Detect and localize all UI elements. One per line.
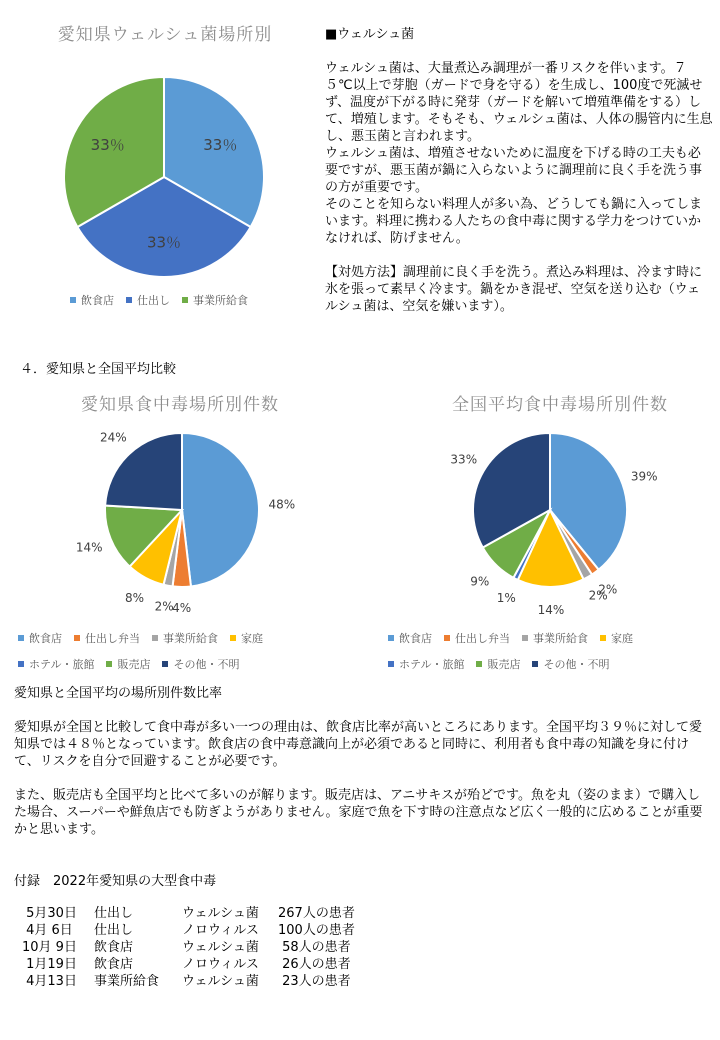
appendix-cause: ノロウィルス (182, 923, 259, 938)
appendix-date: 4月 6日 (22, 923, 73, 938)
national-legend-item (532, 656, 609, 672)
national-chart-title: 全国平均食中毒場所別件数 (452, 395, 668, 415)
appendix-cause: ウェルシュ菌 (182, 940, 259, 955)
appendix-place: 飲食店 (94, 957, 134, 972)
aichi-legend-swatch (18, 661, 24, 667)
appendix-row (22, 956, 378, 973)
appendix-patients: 26人の患者 (278, 957, 351, 972)
aichi-legend-swatch (106, 661, 112, 667)
national-legend-label: 事業所給食 (533, 632, 588, 645)
appendix-date: 10月 9日 (22, 940, 77, 955)
national-legend-swatch (388, 635, 394, 641)
welch-legend-swatch (126, 297, 132, 303)
welch-legend-label: 仕出し (137, 294, 170, 307)
aichi-slice-6 (105, 433, 182, 510)
aichi-legend-item (152, 630, 218, 646)
aichi-pie-chart (10, 415, 350, 625)
welch-legend (70, 292, 320, 308)
appendix-row (22, 973, 378, 990)
aichi-legend-item (74, 630, 140, 646)
appendix-cause: ノロウィルス (182, 957, 259, 972)
appendix-cause: ウェルシュ菌 (182, 974, 259, 989)
welch-data-label: 33％ (146, 233, 182, 252)
aichi-legend-item (18, 656, 94, 672)
welch-data-label: 33％ (203, 135, 238, 154)
appendix-place: 仕出し (94, 906, 134, 921)
aichi-legend-swatch (152, 635, 158, 641)
national-data-label: 2% (598, 582, 618, 597)
national-data-label: 33% (450, 452, 478, 467)
national-legend-label: 販売店 (487, 658, 521, 671)
appendix-patients: 58人の患者 (278, 940, 351, 955)
national-legend-swatch (444, 635, 450, 641)
national-legend-item (476, 656, 520, 672)
aichi-legend-item (106, 656, 150, 672)
appendix-heading: 付録 2022年愛知県の大型食中毒 (14, 874, 217, 889)
welch-legend-swatch (182, 297, 188, 303)
appendix-place: 事業所給食 (94, 974, 160, 989)
welch-paragraph-3: そのことを知らない料理人が多い為、どうしても鍋に入ってしまいます。料理に携わる人たちの食中毒に関する学力をつけていかなければ、防げません。 (325, 197, 703, 246)
appendix-patients: 100人の患者 (278, 923, 355, 938)
national-legend-swatch (532, 661, 538, 667)
welch-legend-item (126, 292, 170, 308)
appendix-patients: 267人の患者 (278, 906, 355, 921)
aichi-legend-swatch (74, 635, 80, 641)
national-legend-swatch (476, 661, 482, 667)
appendix-date: 1月19日 (22, 957, 77, 972)
appendix-date: 4月13日 (22, 974, 77, 989)
aichi-legend-item (18, 630, 62, 646)
national-legend-item (444, 630, 510, 646)
section-4-heading: ４．愛知県と全国平均比較 (20, 362, 177, 377)
appendix-patients: 23人の患者 (278, 974, 351, 989)
national-legend-label: その他・不明 (543, 658, 610, 671)
national-legend-item (600, 630, 633, 646)
welch-chart-title: 愛知県ウェルシュ菌場所別 (57, 25, 273, 45)
national-legend-label: 飲食店 (399, 632, 432, 645)
welch-text-block (325, 26, 713, 315)
aichi-legend-label: その他・不明 (173, 658, 240, 671)
aichi-legend-label: 事業所給食 (163, 632, 218, 645)
national-legend-swatch (600, 635, 606, 641)
aichi-legend-label: ホテル・旅館 (29, 658, 95, 671)
appendix-row (22, 922, 378, 939)
welch-data-label: 33％ (90, 135, 125, 154)
aichi-legend-swatch (230, 635, 236, 641)
aichi-data-label: 2% (154, 599, 174, 614)
national-legend-label: 仕出し弁当 (455, 632, 510, 645)
aichi-data-label: 24% (100, 430, 127, 445)
aichi-legend (18, 630, 358, 672)
national-legend-swatch (522, 635, 528, 641)
appendix-table (22, 905, 378, 990)
welch-legend-label: 事業所給食 (193, 294, 248, 307)
aichi-legend-label: 仕出し弁当 (85, 632, 140, 645)
welch-countermeasure: 【対処方法】調理前に良く手を洗う。煮込み料理は、冷ます時に氷を張って素早く冷ます。鍋をかき混ぜ、空気を送り込む（ウェルシュ菌は、空気を嫌います）。 (325, 265, 703, 314)
national-legend-label: ホテル・旅館 (399, 658, 465, 671)
comparison-paragraph-2: また、販売店も全国平均と比べて多いのが解ります。販売店は、アニサキスが殆どです。魚を丸（姿のまま）で購入した場合、スーパーや鮮魚店でも防ぎようがありません。家庭で魚を下す時の注意点など広く一般的に広めることが重要かと思います。 (14, 788, 703, 837)
comparison-paragraph-1: 愛知県が全国と比較して食中毒が多い一つの理由は、飲食店比率が高いところにあります。全国平均３９％に対して愛知県では４８％となっています。飲食店の食中毒意識向上が必須であると同時に、利用者も食中毒の知識を身に付けて、リスクを自分で回避することが必要です。 (14, 720, 702, 769)
aichi-legend-swatch (162, 661, 168, 667)
national-pie-chart (380, 415, 720, 625)
welch-legend-swatch (70, 297, 76, 303)
aichi-legend-swatch (18, 635, 24, 641)
appendix-place: 仕出し (94, 923, 134, 938)
aichi-slice-0 (182, 433, 259, 586)
appendix-date: 5月30日 (22, 906, 77, 921)
national-data-label: 2% (588, 588, 608, 603)
welch-legend-item (70, 292, 114, 308)
national-data-label: 1% (496, 590, 516, 605)
national-legend-swatch (388, 661, 394, 667)
aichi-legend-item (162, 656, 239, 672)
aichi-legend-item (230, 630, 263, 646)
aichi-legend-label: 販売店 (117, 658, 151, 671)
aichi-data-label: 48% (268, 497, 296, 512)
comparison-heading: 愛知県と全国平均の場所別件数比率 (14, 686, 223, 701)
aichi-data-label: 8% (124, 591, 145, 606)
welch-heading: ■ウェルシュ菌 (325, 27, 415, 42)
welch-paragraph-2: ウェルシュ菌は、増殖させないために温度を下げる時の工夫も必要ですが、悪玉菌が鍋に入らないように調理前に良く手を洗う事の方が重要です。 (325, 146, 703, 195)
welch-legend-item (182, 292, 248, 308)
comparison-block (14, 685, 708, 838)
national-data-label: 39% (630, 469, 658, 484)
aichi-legend-label: 飲食店 (29, 632, 62, 645)
welch-pie-chart (50, 70, 280, 290)
welch-paragraph-1: ウェルシュ菌は、大量煮込み調理が一番リスクを伴います。７５℃以上で芽胞（ガードで身を守る）を生成し、100度で死滅せず、温度が下がる時に発芽（ガードを解いて増殖準備をする）して、増殖します。そもそも、ウェルシュ菌は、人体の腸管内に生息し、悪玉菌と言われます。 (325, 61, 713, 144)
aichi-chart-title: 愛知県食中毒場所別件数 (81, 395, 279, 415)
national-legend-item (388, 630, 432, 646)
national-legend (388, 630, 720, 672)
national-data-label: 9% (470, 574, 490, 589)
appendix-cause: ウェルシュ菌 (182, 906, 259, 921)
national-data-label: 14% (537, 603, 565, 618)
national-legend-item (522, 630, 588, 646)
aichi-data-label: 4% (172, 601, 192, 616)
national-legend-label: 家庭 (611, 632, 633, 645)
appendix-place: 飲食店 (94, 940, 134, 955)
appendix-row (22, 905, 378, 922)
aichi-legend-label: 家庭 (241, 632, 263, 645)
welch-legend-label: 飲食店 (81, 294, 114, 307)
aichi-data-label: 14% (75, 540, 103, 555)
national-legend-item (388, 656, 464, 672)
appendix-row (22, 939, 378, 956)
